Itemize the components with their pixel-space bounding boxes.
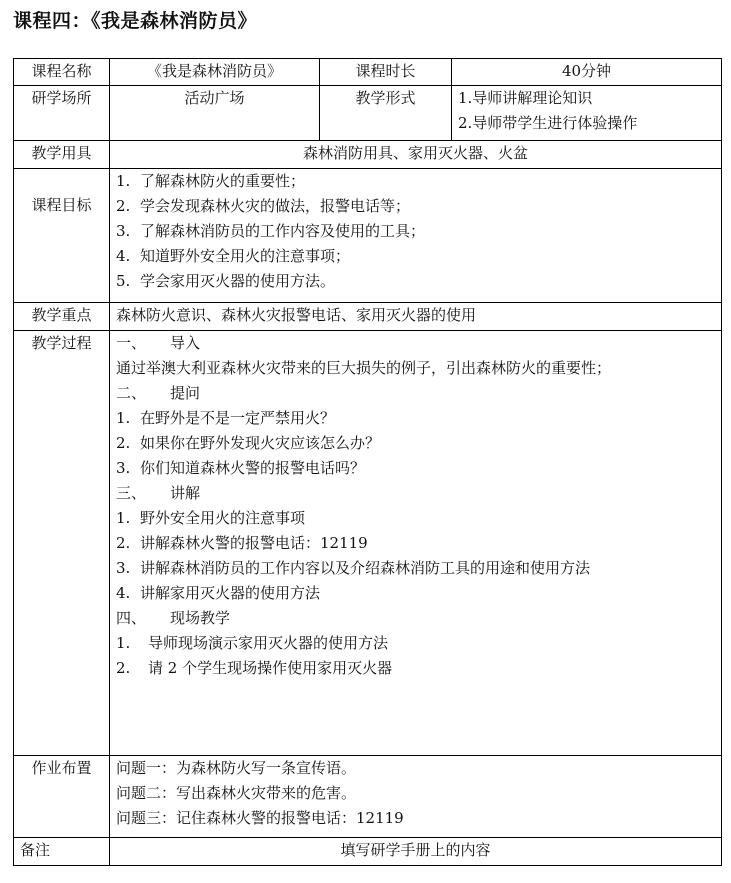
course-table — [13, 58, 722, 866]
goal-item: 4. 知道野外安全用火的注意事项； — [116, 247, 351, 265]
focus-label: 教学重点 — [14, 303, 110, 331]
goal-item: 3. 了解森林消防员的工作内容及使用的工具； — [116, 222, 426, 240]
process-list-item: 4. 讲解家用灭火器的使用方法 — [116, 584, 321, 602]
page-title: 课程四：《我是森林消防员》 — [13, 10, 258, 32]
row-venue — [14, 86, 722, 141]
homework-item: 问题二：写出森林火灾带来的危害。 — [116, 784, 357, 802]
process-label: 教学过程 — [14, 331, 110, 756]
process-section-heading: 二、 提问 — [116, 384, 201, 402]
goal-item: 5. 学会家用灭火器的使用方法。 — [116, 272, 336, 290]
goal-item: 1. 了解森林防火的重要性； — [116, 172, 306, 190]
process-section-heading: 三、 讲解 — [116, 484, 201, 502]
homework-item: 问题三：记住森林火警的报警电话：12119 — [116, 809, 404, 827]
goals-label: 课程目标 — [14, 169, 110, 303]
row-process — [14, 331, 722, 756]
homework-list — [110, 756, 722, 838]
focus-value: 森林防火意识、森林火灾报警电话、家用灭火器的使用 — [110, 303, 722, 331]
process-list-item: 1. 在野外是不是一定严禁用火？ — [116, 409, 336, 427]
tools-value: 森林消防用具、家用灭火器、火盆 — [110, 141, 722, 169]
process-section-heading: 四、 现场教学 — [116, 609, 231, 627]
row-course-name — [14, 59, 722, 86]
process-list-item: 1. 野外安全用火的注意事项 — [116, 509, 306, 527]
goals-list — [110, 169, 722, 303]
row-tools — [14, 141, 722, 169]
course-name-value: 《我是森林消防员》 — [110, 59, 320, 86]
row-goals — [14, 169, 722, 303]
format-item: 1.导师讲解理论知识 — [458, 89, 593, 107]
tools-label: 教学用具 — [14, 141, 110, 169]
homework-label: 作业布置 — [14, 756, 110, 838]
format-label: 教学形式 — [320, 86, 452, 141]
notes-label: 备注 — [14, 838, 110, 866]
process-list-item: 2. 如果你在野外发现火灾应该怎么办？ — [116, 434, 381, 452]
process-list-item: 2. 讲解森林火警的报警电话：12119 — [116, 534, 368, 552]
process-list-item: 2. 请 2 个学生现场操作使用家用灭火器 — [116, 659, 393, 677]
row-focus — [14, 303, 722, 331]
homework-item: 问题一：为森林防火写一条宣传语。 — [116, 759, 357, 777]
format-value — [452, 86, 722, 141]
process-list-item: 3. 讲解森林消防员的工作内容以及介绍森林消防工具的用途和使用方法 — [116, 559, 591, 577]
notes-value: 填写研学手册上的内容 — [110, 838, 722, 866]
venue-label: 研学场所 — [14, 86, 110, 141]
duration-label: 课程时长 — [320, 59, 452, 86]
course-name-label: 课程名称 — [14, 59, 110, 86]
row-homework — [14, 756, 722, 838]
format-item: 2.导师带学生进行体验操作 — [458, 114, 638, 132]
duration-value: 40分钟 — [452, 59, 722, 86]
process-intro-text: 通过举澳大利亚森林火灾带来的巨大损失的例子，引出森林防火的重要性； — [116, 359, 612, 377]
venue-value: 活动广场 — [110, 86, 320, 141]
row-notes — [14, 838, 722, 866]
process-content — [110, 331, 722, 756]
process-section-heading: 一、 导入 — [116, 334, 201, 352]
process-list-item: 1. 导师现场演示家用灭火器的使用方法 — [116, 634, 389, 652]
goal-item: 2. 学会发现森林火灾的做法，报警电话等； — [116, 197, 411, 215]
process-list-item: 3. 你们知道森林火警的报警电话吗？ — [116, 459, 366, 477]
